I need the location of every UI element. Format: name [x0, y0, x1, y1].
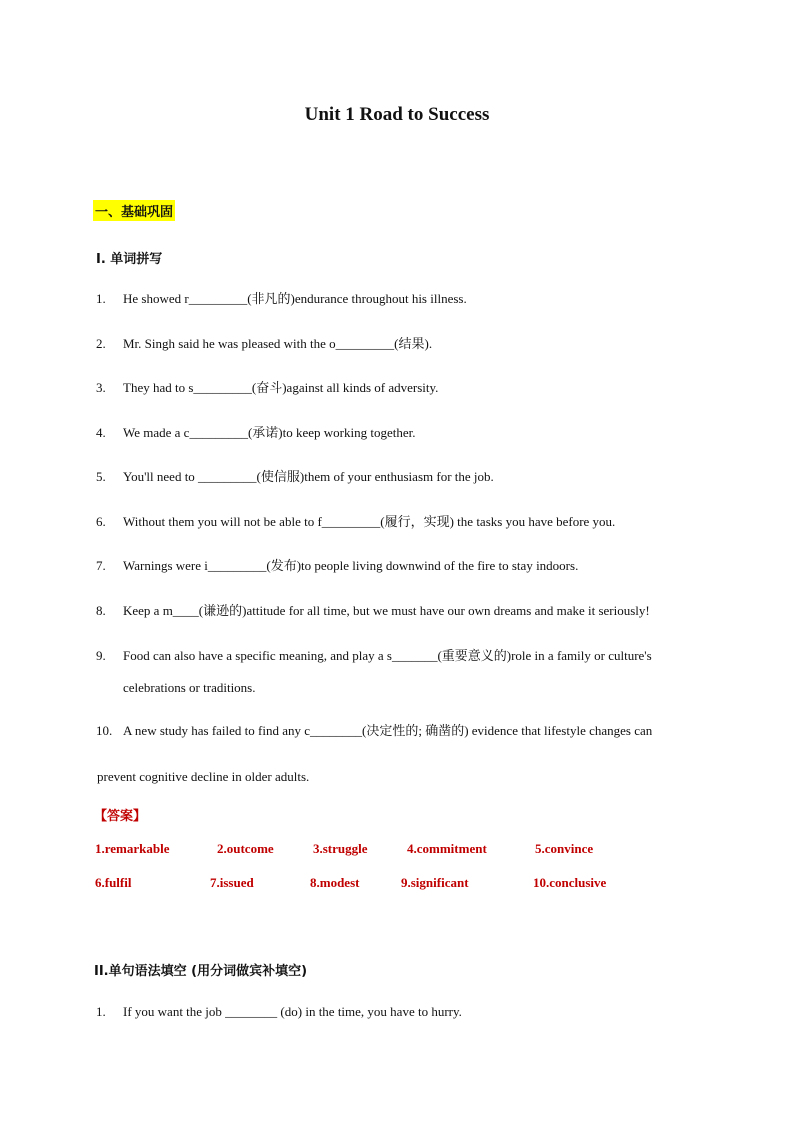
item-number: 10. — [96, 723, 113, 738]
list-item — [96, 595, 716, 626]
answer-item: 7.issued — [210, 875, 254, 890]
item-text: He showed r_________(非凡的)endurance throughout his illness. — [123, 291, 467, 306]
item-text: A new study has failed to find any c________(决定性的; 确凿的) evidence that lifestyle changes can — [123, 723, 653, 738]
list-item-continuation: prevent cognitive decline in older adults. — [97, 769, 310, 784]
answer-item: 2.outcome — [217, 841, 274, 856]
list-item-continuation: celebrations or traditions. — [123, 680, 256, 695]
list-item — [96, 715, 716, 746]
page-title: Unit 1 Road to Success — [304, 104, 490, 125]
answer-item: 4.commitment — [407, 841, 487, 856]
item-number: 2. — [96, 336, 106, 351]
item-number: 3. — [96, 380, 106, 395]
list-item — [96, 996, 716, 1027]
item-text: Warnings were i_________(发布)to people living downwind of the fire to stay indoors. — [123, 558, 579, 573]
part2-heading: II.单句语法填空 (用分词做宾补填空) — [94, 964, 308, 979]
item-number: 1. — [96, 1004, 106, 1019]
answer-item: 10.conclusive — [533, 875, 607, 890]
list-item — [96, 372, 716, 403]
section-heading-basics: 一、基础巩固 — [93, 200, 175, 221]
item-text: If you want the job ________ (do) in the time, you have to hurry. — [123, 1004, 462, 1019]
item-number: 4. — [96, 425, 106, 440]
list-item — [96, 461, 716, 492]
item-text: Food can also have a specific meaning, and play a s_______(重要意义的)role in a family or culture's — [123, 648, 652, 663]
answer-item: 9.significant — [401, 875, 469, 890]
item-text: Keep a m____(谦逊的)attitude for all time, but we must have our own dreams and make it seriously! — [123, 603, 650, 618]
answer-item: 6.fulfil — [95, 875, 132, 890]
list-item — [96, 328, 716, 359]
list-item — [96, 640, 716, 671]
list-item — [96, 550, 716, 581]
list-item — [96, 417, 716, 448]
part1-heading: I. 单词拼写 — [96, 252, 163, 267]
item-text: They had to s_________(奋斗)against all kinds of adversity. — [123, 380, 439, 395]
item-number: 5. — [96, 469, 106, 484]
item-number: 1. — [96, 291, 106, 306]
item-number: 6. — [96, 514, 106, 529]
item-text: We made a c_________(承诺)to keep working together. — [123, 425, 416, 440]
list-item — [96, 506, 716, 537]
item-text: Without them you will not be able to f_________(履行，实现) the tasks you have before you. — [123, 514, 616, 529]
item-text: You'll need to _________(使信服)them of your enthusiasm for the job. — [123, 469, 494, 484]
answer-item: 3.struggle — [313, 841, 368, 856]
item-number: 8. — [96, 603, 106, 618]
answer-item: 5.convince — [535, 841, 594, 856]
item-number: 7. — [96, 558, 106, 573]
answer-label: 【答案】 — [94, 809, 147, 824]
list-item — [96, 283, 716, 314]
answer-item: 8.modest — [310, 875, 360, 890]
item-text: Mr. Singh said he was pleased with the o_________(结果). — [123, 336, 433, 351]
item-number: 9. — [96, 648, 106, 663]
answer-item: 1.remarkable — [95, 841, 170, 856]
